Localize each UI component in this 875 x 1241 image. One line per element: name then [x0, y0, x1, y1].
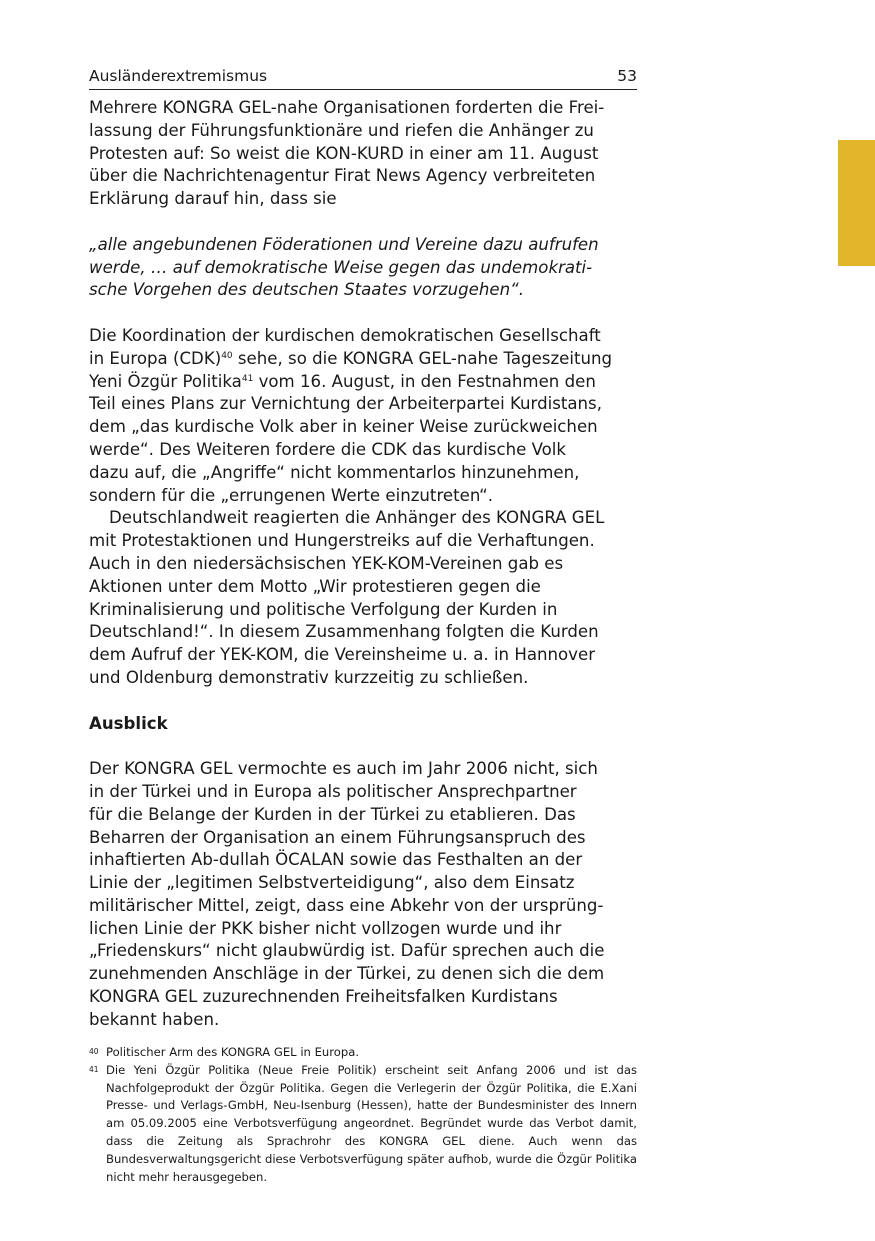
running-title: Ausländerextremismus: [89, 67, 268, 85]
footnote-41: [89, 1062, 637, 1187]
page-number: 53: [617, 67, 637, 85]
footnote-ref-40: 40: [221, 350, 233, 361]
section-tab: [838, 140, 875, 266]
paragraph-outlook: Der KONGRA GEL vermochte es auch im Jahr 2006 nicht, sich in der Türkei und in Europa als politischer Ansprechpartner für die Belange der Kurden in der Türkei zu etablieren. Das Beharren der Organisation an einem Führungsanspruch des inhaftierten Ab-dullah ÖCALAN sowie das Festhalten an der Linie der „legitimen Selbstverteidigung“, also dem Einsatz militärischer Mittel, zeigt, dass eine Abkehr von der ursprüng- lichen Linie der PKK bisher nicht vollzogen wurde und ihr „Friedenskurs“ nicht glaubwürdig ist. Dafür sprechen auch die zunehmenden Anschläge in der Türkei, zu denen sich die dem KONGRA GEL zuzurechnenden Freiheitsfalken Kurdistans bekannt haben.: [89, 759, 605, 1029]
footnote-text: Politischer Arm des KONGRA GEL in Europa.: [106, 1045, 360, 1059]
footnote-40: [89, 1044, 637, 1062]
running-header: [89, 65, 637, 90]
footnotes: [89, 1044, 637, 1186]
footnote-ref-41: 41: [241, 373, 254, 384]
footnote-text: Die Yeni Özgür Politika (Neue Freie Politik) erscheint seit Anfang 2006 und ist das Nachfolgeprodukt der Özgür Politika. Gegen die Verlegerin der Özgür Politika, die E.Xani Presse- und Verlags-GmbH, Neu-Isenburg (Hessen), hatte der Bundesminister des Innern am 05.09.2005 eine Verbotsverfügung angeordnet. Begründet wurde das Verbot damit, dass die Zeitung als Sprachrohr des KONGRA GEL diene. Auch wenn das Bundesverwaltungsgericht diese Verbotsverfügung später aufhob, wurde die Özgür Politika nicht mehr herausgegeben.: [106, 1062, 637, 1184]
paragraph-intro: Mehrere KONGRA GEL-nahe Organisationen forderten die Frei- lassung der Führungsfunktionäre und riefen die Anhänger zu Protesten auf: So weist die KON-KURD in einer am 11. August über die Nachrichtenagentur Firat News Agency verbreiteten Erklärung darauf hin, dass sie: [89, 98, 605, 209]
section-heading: Ausblick: [89, 713, 168, 733]
footnote-number: 41: [89, 1064, 99, 1074]
paragraph-cdk: Die Koordination der kurdischen demokratischen Gesellschaft in Europa (CDK)$^{40}$ sehe, so die KONGRA GEL-nahe Tageszeitung Yeni Özgür Politika$^{41}$ vom 16. August, in den Festnahmen den Teil eines Plans zur Vernichtung der Arbeiterpartei Kurdistans, dem „das kurdische Volk aber in keiner Weise zurückweichen werde“. Des Weiteren fordere die CDK das kurdische Volk dazu auf, die „Angriffe“ nicht kommentarlos hinzunehmen, sondern für die „errungenen Werte einzutreten“.: [89, 325, 613, 505]
footnote-number: 40: [89, 1047, 99, 1056]
paragraph-protests: Deutschlandweit reagierten die Anhänger des KONGRA GEL mit Protestaktionen und Hungerstreiks auf die Verhaftungen. Auch in den niedersächsischen YEK-KOM-Vereinen gab es Aktionen unter dem Motto „Wir protestieren gegen die Kriminalisierung und politische Verfolgung der Kurden in Deutschland!“. In diesem Zusammenhang folgten die Kurden dem Aufruf der YEK-KOM, die Vereinsheime u. a. in Hannover und Oldenburg demonstrativ kurzzeitig zu schließen.: [89, 508, 605, 687]
main-text: [89, 97, 641, 1032]
block-quote: „alle angebundenen Föderationen und Vereine dazu aufrufen werde, … auf demokratische Weise gegen das undemokrati- sche Vorgehen des deutschen Staates vorzugehen“.: [89, 234, 599, 300]
